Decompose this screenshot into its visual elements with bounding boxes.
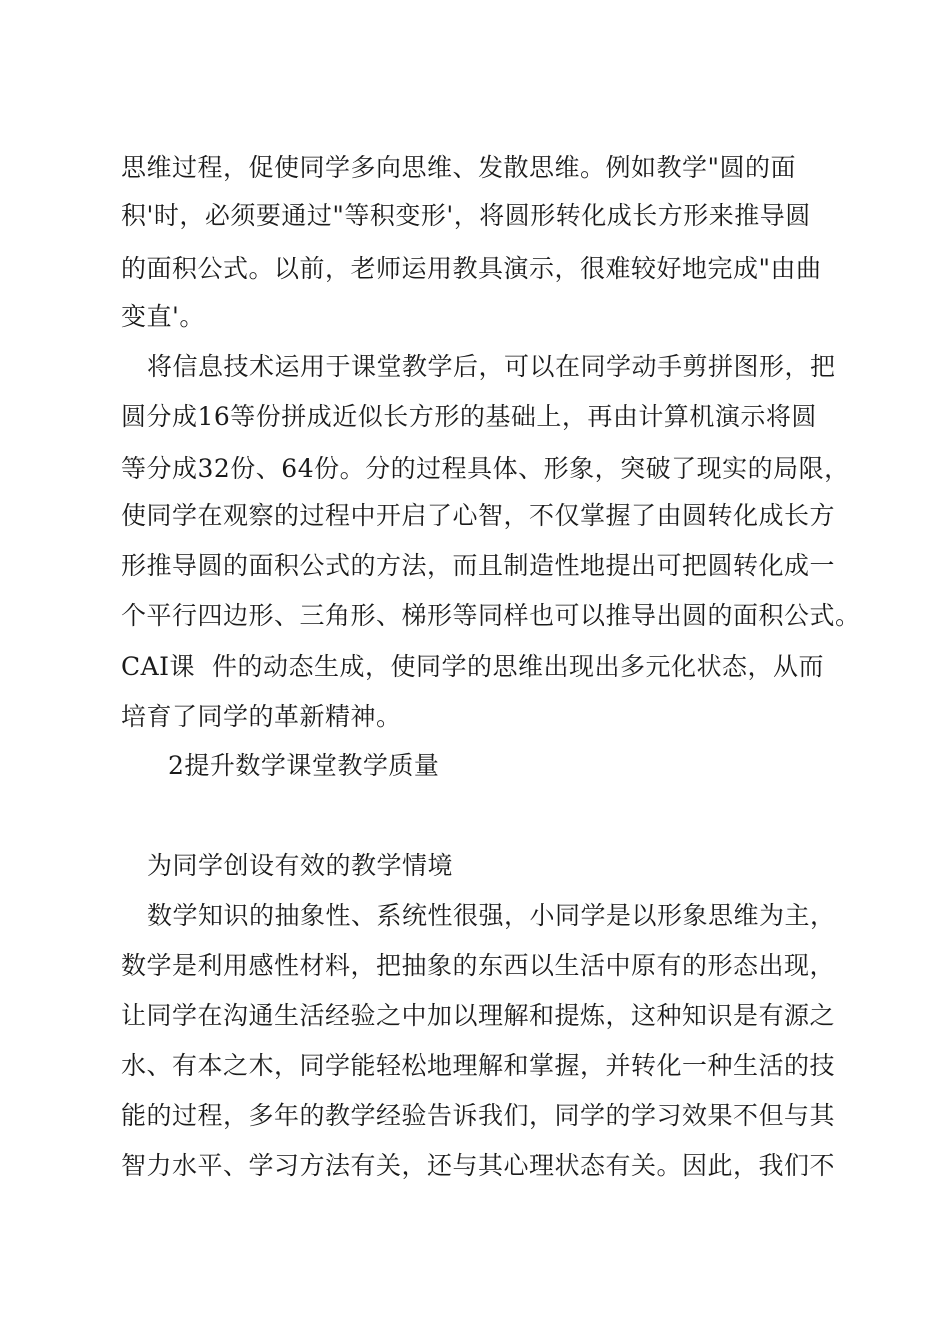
paragraph-line: 变直'。 — [121, 302, 205, 331]
paragraph-line: 等分成32份、64份。分的过程具体、形象，突破了现实的局限， — [121, 454, 850, 483]
paragraph-line: 培育了同学的革新精神。 — [121, 702, 402, 731]
paragraph-line: 思维过程，促使同学多向思维、发散思维。例如教学"圆的面 — [121, 153, 797, 182]
paragraph-line: 数学知识的抽象性、系统性很强，小同学是以形象思维为主， — [147, 901, 836, 930]
paragraph-line: 个平行四边形、三角形、梯形等同样也可以推导出圆的面积公式。 — [121, 601, 861, 630]
paragraph-line: 将信息技术运用于课堂教学后，可以在同学动手剪拼图形，把 — [147, 352, 836, 381]
paragraph-line: 积'时，必须要通过"等积变形'，将圆形转化成长方形来推导圆 — [121, 201, 811, 230]
paragraph-line: 让同学在沟通生活经验之中加以理解和提炼，这种知识是有源之 — [121, 1001, 836, 1030]
paragraph-line: 形推导圆的面积公式的方法，而且制造性地提出可把圆转化成一 — [121, 551, 836, 580]
paragraph-line: 使同学在观察的过程中开启了心智，不仅掌握了由圆转化成长方 — [121, 501, 836, 530]
paragraph-line: 能的过程，多年的教学经验告诉我们，同学的学习效果不但与其 — [121, 1101, 836, 1130]
paragraph-line: 圆分成16等份拼成近似长方形的基础上，再由计算机演示将圆 — [121, 402, 817, 431]
paragraph-line: 水、有本之木，同学能轻松地理解和掌握，并转化一种生活的技 — [121, 1051, 836, 1080]
subsection-heading: 为同学创设有效的教学情境 — [147, 851, 454, 880]
paragraph-line: 智力水平、学习方法有关，还与其心理状态有关。因此，我们不 — [121, 1151, 836, 1180]
section-heading: 2提升数学课堂教学质量 — [168, 751, 440, 780]
paragraph-line: 数学是利用感性材料，把抽象的东西以生活中原有的形态出现， — [121, 951, 836, 980]
paragraph-line: 的面积公式。以前，老师运用教具演示，很难较好地完成"由曲 — [121, 254, 822, 283]
paragraph-line: CAI课 件的动态生成，使同学的思维出现出多元化状态，从而 — [121, 652, 824, 681]
